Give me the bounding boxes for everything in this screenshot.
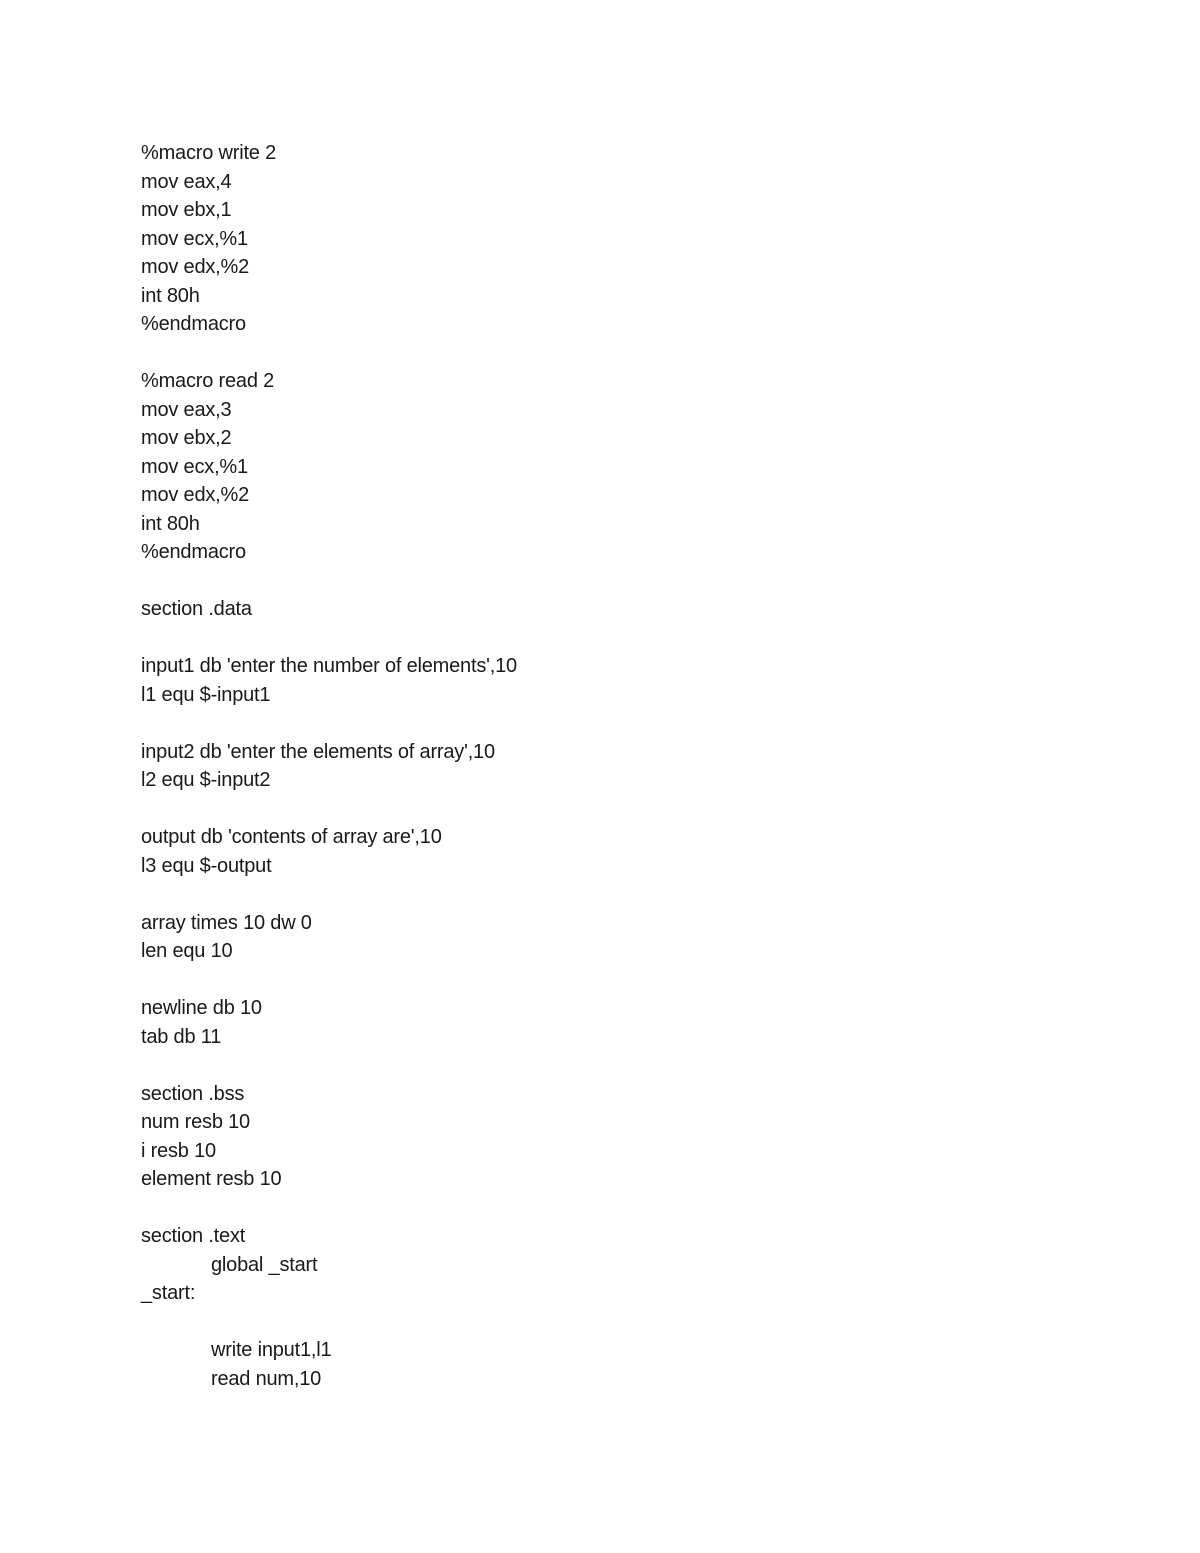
blank-line — [141, 880, 1041, 909]
blank-line — [141, 1051, 1041, 1080]
code-line: input2 db 'enter the elements of array',10 — [141, 740, 495, 763]
code-line: num resb 10 — [141, 1111, 250, 1133]
code-line: section .text — [141, 1225, 246, 1247]
code-line: read num,10 — [211, 1367, 322, 1390]
code-line: _start: — [141, 1282, 196, 1304]
code-line: %macro write 2 — [141, 142, 277, 164]
code-line: l1 equ $-input1 — [141, 683, 271, 706]
blank-line — [141, 339, 1041, 368]
code-line: mov ecx,%1 — [141, 227, 248, 250]
code-line: mov ecx,%1 — [141, 455, 248, 478]
code-line: write input1,l1 — [211, 1339, 332, 1361]
code-line: i resb 10 — [141, 1139, 216, 1162]
code-line: %macro read 2 — [141, 370, 275, 392]
code-line: mov ebx,1 — [141, 199, 232, 221]
code-line: element resb 10 — [141, 1168, 282, 1190]
code-line: newline db 10 — [141, 997, 262, 1019]
code-line: tab db 11 — [141, 1025, 222, 1048]
code-line: input1 db 'enter the number of elements',10 — [141, 655, 517, 677]
blank-line — [141, 1194, 1041, 1223]
code-line: l2 equ $-input2 — [141, 769, 271, 791]
code-line: section .data — [141, 598, 252, 620]
blank-line — [141, 709, 1041, 738]
code-line: array times 10 dw 0 — [141, 911, 312, 934]
code-line: int 80h — [141, 284, 200, 307]
code-line: mov ebx,2 — [141, 427, 232, 449]
code-line: mov edx,%2 — [141, 484, 250, 506]
code-line: int 80h — [141, 512, 200, 535]
code-line: len equ 10 — [141, 940, 233, 962]
code-line: l3 equ $-output — [141, 854, 272, 877]
code-line: section .bss — [141, 1082, 245, 1105]
code-line: output db 'contents of array are',10 — [141, 826, 442, 848]
code-line: mov eax,3 — [141, 398, 232, 421]
blank-line — [141, 966, 1041, 995]
code-line: global _start — [211, 1253, 318, 1276]
blank-line — [141, 567, 1041, 596]
code-line: %endmacro — [141, 313, 246, 335]
code-listing — [141, 139, 1041, 1393]
blank-line — [141, 1308, 1041, 1337]
blank-line — [141, 624, 1041, 653]
code-line: %endmacro — [141, 541, 246, 563]
code-line: mov edx,%2 — [141, 256, 250, 278]
blank-line — [141, 795, 1041, 824]
code-line: mov eax,4 — [141, 170, 232, 193]
